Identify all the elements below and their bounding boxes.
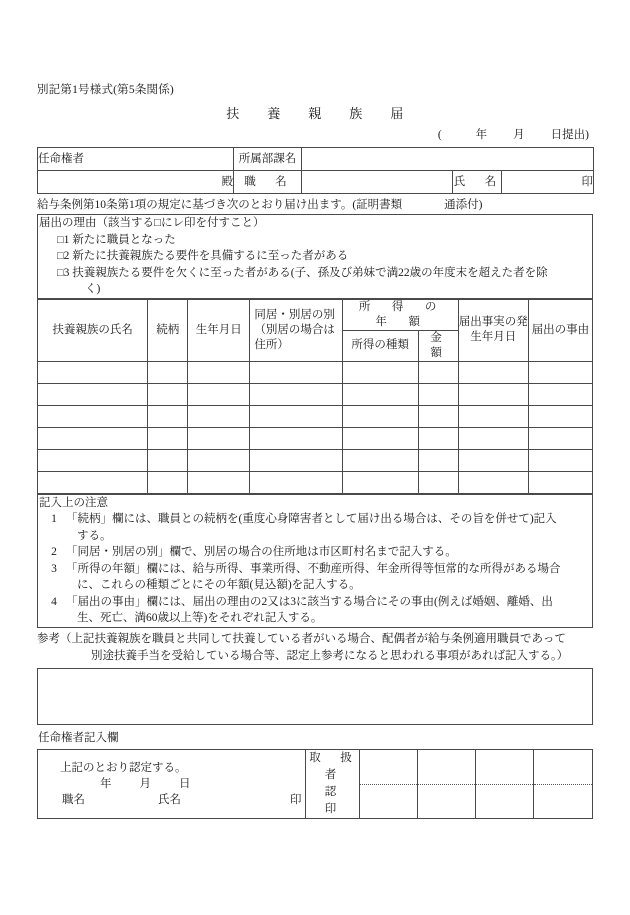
approval-signature-line bbox=[38, 792, 305, 808]
note-item-4 bbox=[38, 594, 592, 627]
note-body-2 bbox=[66, 544, 592, 561]
cell-name[interactable] bbox=[38, 449, 148, 471]
col-header-residence: 同居・別居の別（別居の場合は住所） bbox=[250, 299, 342, 361]
note-body-3 bbox=[66, 561, 592, 594]
col-header-event-date: 届出事実の発生年月日 bbox=[458, 299, 528, 361]
table-row bbox=[38, 427, 593, 449]
handler-label-line-2: 認 印 bbox=[324, 785, 387, 815]
position-value-field[interactable] bbox=[302, 171, 453, 194]
cell-income-amount[interactable] bbox=[418, 361, 458, 383]
stamp-box-1[interactable] bbox=[359, 749, 417, 818]
cell-relation[interactable] bbox=[148, 471, 188, 493]
cell-name[interactable] bbox=[38, 471, 148, 493]
cell-reason[interactable] bbox=[528, 361, 592, 383]
cell-income-amount[interactable] bbox=[418, 471, 458, 493]
table-row bbox=[38, 383, 593, 405]
cell-income-amount[interactable] bbox=[418, 449, 458, 471]
stamp-box-4[interactable] bbox=[533, 749, 592, 818]
handler-label-line-1: 取 扱 者 bbox=[309, 751, 372, 781]
reason-text-2: 新たに扶養親族たる要件を具備するに至った者がある bbox=[72, 250, 349, 262]
note-text-4: 「届出の事由」欄には、届出の理由の2又は3に該当する場合にその事由(例えば婚姻、離婚、出 bbox=[66, 595, 553, 608]
cell-income-type[interactable] bbox=[342, 405, 418, 427]
submit-month-label: 月 bbox=[513, 129, 525, 141]
note-cont-3: に、これらの種類ごとにその年額(見込額)を記入する。 bbox=[77, 579, 361, 591]
cell-name[interactable] bbox=[38, 361, 148, 383]
position-label: 職 名 bbox=[234, 171, 302, 194]
reference-line-2: 別途扶養手当を受給している場合等、認定上参考になると思われる事項があれば記入する。） bbox=[91, 649, 569, 662]
cell-income-type[interactable] bbox=[342, 471, 418, 493]
notes-table bbox=[37, 494, 593, 628]
cell-relation[interactable] bbox=[148, 449, 188, 471]
cell-income-amount[interactable] bbox=[418, 405, 458, 427]
note-text-3: 「所得の年額」欄には、給与所得、事業所得、不動産所得、年金所得等恒常的な所得がある場合 bbox=[66, 562, 561, 575]
cell-residence[interactable] bbox=[250, 471, 342, 493]
dept-value-field[interactable] bbox=[302, 148, 594, 171]
cell-residence[interactable] bbox=[250, 405, 342, 427]
submit-open-paren: ( bbox=[437, 129, 442, 141]
submit-day-label: 日提出) bbox=[550, 129, 589, 141]
note-text-1: 「続柄」欄には、職員との続柄を(重度心身障害者として届け出る場合は、その旨を併せて)記入 bbox=[66, 513, 557, 525]
reason-cell bbox=[38, 215, 593, 299]
col-header-reason: 届出の事由 bbox=[528, 299, 592, 361]
cell-reason[interactable] bbox=[528, 471, 592, 493]
appointer-entry-row bbox=[38, 749, 593, 818]
reason-text-3-cont: く) bbox=[85, 283, 101, 295]
cell-income-amount[interactable] bbox=[418, 383, 458, 405]
note-num-1: 1 bbox=[51, 513, 57, 525]
table-row bbox=[38, 449, 593, 471]
approval-date-line bbox=[38, 776, 305, 792]
cell-birthdate[interactable] bbox=[188, 427, 250, 449]
cell-event-date[interactable] bbox=[458, 361, 528, 383]
table-row bbox=[38, 471, 593, 493]
reason-option-3[interactable] bbox=[38, 265, 592, 282]
cell-event-date[interactable] bbox=[458, 471, 528, 493]
cell-income-type[interactable] bbox=[342, 427, 418, 449]
cell-residence[interactable] bbox=[250, 361, 342, 383]
cell-income-type[interactable] bbox=[342, 449, 418, 471]
cell-name[interactable] bbox=[38, 405, 148, 427]
note-cont-1: する。 bbox=[77, 529, 112, 542]
cell-residence[interactable] bbox=[250, 449, 342, 471]
reason-row bbox=[38, 215, 593, 299]
cell-birthdate[interactable] bbox=[188, 405, 250, 427]
table-row bbox=[38, 361, 593, 383]
cell-residence[interactable] bbox=[250, 427, 342, 449]
submit-year-label: 年 bbox=[475, 129, 488, 141]
cell-income-amount[interactable] bbox=[418, 427, 458, 449]
note-body-1 bbox=[66, 511, 592, 544]
reference-line-1: 参考（上記扶養親族を職員と共同して扶養している者がいる場合、配偶者が給与条例適用職員であって bbox=[37, 632, 566, 645]
col-header-name: 扶養親族の氏名 bbox=[38, 299, 148, 361]
form-number: 別記第1号様式(第5条関係) bbox=[37, 84, 174, 96]
cell-name[interactable] bbox=[38, 427, 148, 449]
reason-heading: 届出の理由（該当する□にレ印を付すこと） bbox=[39, 217, 265, 229]
approval-seal-label: 印 bbox=[289, 793, 302, 806]
note-num-3: 3 bbox=[51, 562, 57, 575]
cell-reason[interactable] bbox=[528, 449, 592, 471]
reason-num-3: 3 bbox=[63, 266, 70, 279]
name-label: 氏 名 bbox=[453, 171, 502, 194]
dono-label: 殿 bbox=[38, 171, 234, 194]
cell-birthdate[interactable] bbox=[188, 449, 250, 471]
cell-relation[interactable] bbox=[148, 361, 188, 383]
document-title: 扶 養 親 族 届 bbox=[226, 106, 411, 121]
reason-option-2[interactable] bbox=[38, 248, 592, 265]
checkbox-icon-3[interactable]: □ bbox=[57, 266, 64, 279]
cell-relation[interactable] bbox=[148, 405, 188, 427]
cell-event-date[interactable] bbox=[458, 383, 528, 405]
cell-event-date[interactable] bbox=[458, 427, 528, 449]
reason-table bbox=[37, 214, 593, 299]
checkbox-icon-1[interactable]: □ bbox=[57, 233, 64, 246]
cell-reason[interactable] bbox=[528, 405, 592, 427]
reason-text-3: 扶養親族たる要件を欠くに至った者がある(子、孫及び弟妹で満22歳の年度末を超えた者を除 bbox=[72, 266, 548, 279]
table-header-row-1 bbox=[38, 299, 593, 330]
approval-year-label: 年 bbox=[100, 777, 112, 790]
note-num-4: 4 bbox=[51, 595, 57, 608]
col-header-income-amount: 金 額 bbox=[418, 330, 458, 361]
reason-num-1: 1 bbox=[63, 233, 70, 246]
cell-income-type[interactable] bbox=[342, 361, 418, 383]
note-item-3 bbox=[38, 561, 592, 594]
notes-heading: 記入上の注意 bbox=[39, 496, 108, 509]
handler-seal-label bbox=[306, 749, 387, 818]
cell-residence[interactable] bbox=[250, 383, 342, 405]
cell-reason[interactable] bbox=[528, 383, 592, 405]
dependents-table bbox=[37, 299, 593, 494]
statement-text: 給与条例第10条第1項の規定に基づき次のとおり届け出ます。(証明書類 bbox=[37, 199, 403, 211]
notes-row bbox=[38, 494, 593, 627]
cell-income-type[interactable] bbox=[342, 383, 418, 405]
approval-month-label: 月 bbox=[139, 777, 151, 790]
dept-label: 所属部課名 bbox=[234, 148, 302, 171]
table-row bbox=[38, 405, 593, 427]
appointer-row-top bbox=[38, 148, 594, 171]
cell-reason[interactable] bbox=[528, 427, 592, 449]
appointer-label: 任命権者 bbox=[38, 148, 234, 171]
note-item-2 bbox=[38, 544, 592, 561]
stamp-box-2[interactable] bbox=[417, 749, 475, 818]
statement-tail: 通添付) bbox=[444, 199, 483, 211]
cell-birthdate[interactable] bbox=[188, 471, 250, 493]
appointer-entry-section-label: 任命権者記入欄 bbox=[38, 731, 119, 744]
statement-line bbox=[37, 196, 593, 214]
approval-position-label: 職名 bbox=[62, 793, 85, 806]
stamp-box-3[interactable] bbox=[475, 749, 533, 818]
cell-name[interactable] bbox=[38, 383, 148, 405]
appointer-header-table bbox=[37, 147, 594, 194]
note-cont-4: 生、死亡、満60歳以上等)をそれぞれ記入する。 bbox=[77, 612, 323, 624]
cell-birthdate[interactable] bbox=[188, 361, 250, 383]
col-header-relation: 続柄 bbox=[148, 299, 188, 361]
notes-cell bbox=[38, 494, 593, 627]
approval-name-label: 氏名 bbox=[158, 793, 181, 806]
checkbox-icon-2[interactable]: □ bbox=[57, 250, 64, 262]
reason-text-1: 新たに職員となった bbox=[72, 233, 176, 246]
cell-relation[interactable] bbox=[148, 427, 188, 449]
cell-event-date[interactable] bbox=[458, 405, 528, 427]
approval-text: 上記のとおり認定する。 bbox=[60, 761, 187, 774]
form-sheet bbox=[37, 82, 593, 819]
appointer-row-bottom bbox=[38, 171, 594, 194]
note-item-1 bbox=[38, 511, 592, 544]
col-header-income-group: 所 得 の 年 額 bbox=[342, 299, 458, 330]
reference-free-text-box[interactable] bbox=[37, 668, 593, 725]
col-header-income-type: 所得の種類 bbox=[342, 330, 418, 361]
col-header-birthdate: 生年月日 bbox=[188, 299, 250, 361]
submission-date-line bbox=[37, 126, 593, 144]
approval-day-label: 日 bbox=[179, 777, 191, 790]
approval-statement-cell bbox=[38, 749, 306, 818]
cell-relation[interactable] bbox=[148, 383, 188, 405]
note-num-2: 2 bbox=[51, 546, 57, 558]
note-text-2: 「同居・別居の別」欄で、別居の場合の住所地は市区町村名まで記入する。 bbox=[66, 546, 457, 558]
reason-option-1[interactable] bbox=[38, 232, 592, 249]
reference-note bbox=[37, 631, 593, 665]
name-seal-field[interactable]: 印 bbox=[502, 171, 594, 194]
cell-birthdate[interactable] bbox=[188, 383, 250, 405]
note-body-4 bbox=[66, 594, 592, 627]
appointer-entry-table bbox=[37, 749, 593, 819]
cell-event-date[interactable] bbox=[458, 449, 528, 471]
reason-num-2: 2 bbox=[63, 250, 70, 262]
